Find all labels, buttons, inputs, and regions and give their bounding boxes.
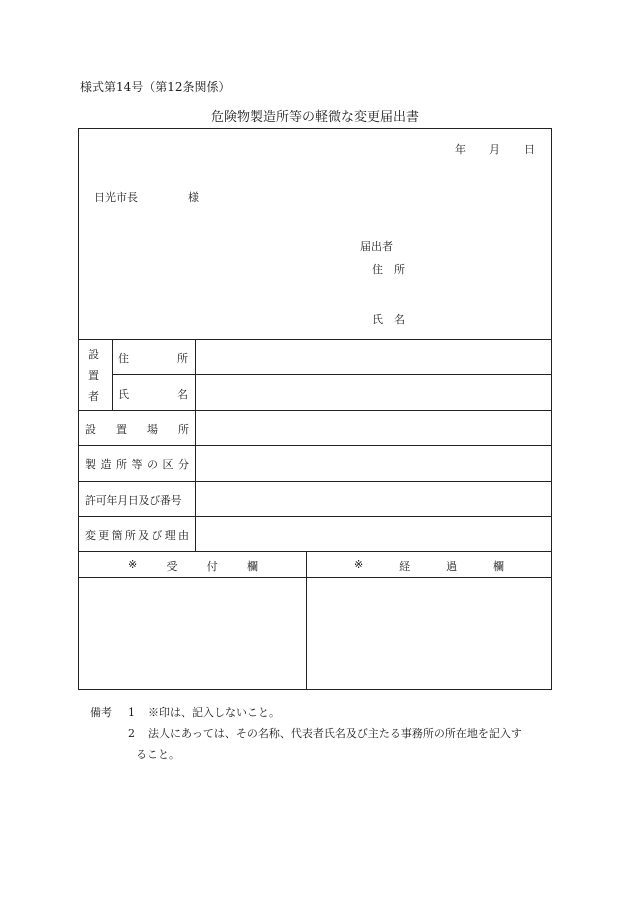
rule-installer-mid [112, 374, 552, 375]
progress-column-header: ※ 経 過 欄 [354, 558, 504, 573]
rule-bottom-header [78, 577, 552, 578]
notes-label: 備考 [90, 706, 112, 719]
note-2-text-line1: 法人にあっては、その名称、代表者氏名及び主たる事務所の所在地を記入す [148, 727, 522, 740]
installer-address-char-1: 住 [118, 352, 129, 365]
addressee-honorific: 様 [188, 191, 199, 204]
change-reason-label: 変 更 箇 所 及 び 理 由 [85, 529, 189, 542]
applicant-label: 届出者 [360, 240, 393, 253]
installer-address-label [118, 350, 188, 366]
note-1-number: 1 [128, 706, 135, 719]
reception-column-header: ※ 受 付 欄 [128, 558, 258, 573]
addressee-mayor: 日光市長 [94, 191, 138, 204]
note-2-text-line2: ること。 [136, 748, 180, 761]
note-1-text: ※印は、記入しないこと。 [148, 706, 280, 719]
rule-change-bottom [78, 551, 552, 552]
date-month-label: 月 [489, 143, 500, 156]
date-year-label: 年 [455, 143, 466, 156]
installer-name-char-1: 氏 [118, 388, 129, 401]
installer-address-char-2: 所 [177, 352, 188, 365]
applicant-address-label: 住 所 [372, 263, 405, 276]
installer-name-char-2: 名 [177, 388, 188, 401]
installer-name-label [118, 386, 188, 402]
location-label: 設 置 場 所 [85, 423, 189, 436]
note-2-number: 2 [128, 727, 135, 740]
rule-type-bottom [78, 481, 552, 482]
rule-bottom-split [306, 551, 307, 690]
rule-installer-col [112, 339, 113, 410]
rule-header-bottom [78, 339, 552, 340]
rule-label-col [195, 339, 196, 551]
applicant-name-label: 氏 名 [372, 313, 405, 326]
form-frame [78, 128, 552, 690]
form-number-label: 様式第14号（第12条関係） [80, 80, 231, 94]
rule-location-bottom [78, 445, 552, 446]
date-day-label: 日 [524, 143, 535, 156]
permit-date-number-label: 許可年月日及び番号 [85, 494, 182, 507]
facility-type-label: 製 造 所 等 の 区 分 [85, 458, 189, 471]
installer-label: 設置者 [88, 348, 99, 403]
rule-permit-bottom [78, 516, 552, 517]
rule-installer-bottom [78, 410, 552, 411]
document-title: 危険物製造所等の軽微な変更届出書 [210, 110, 419, 125]
